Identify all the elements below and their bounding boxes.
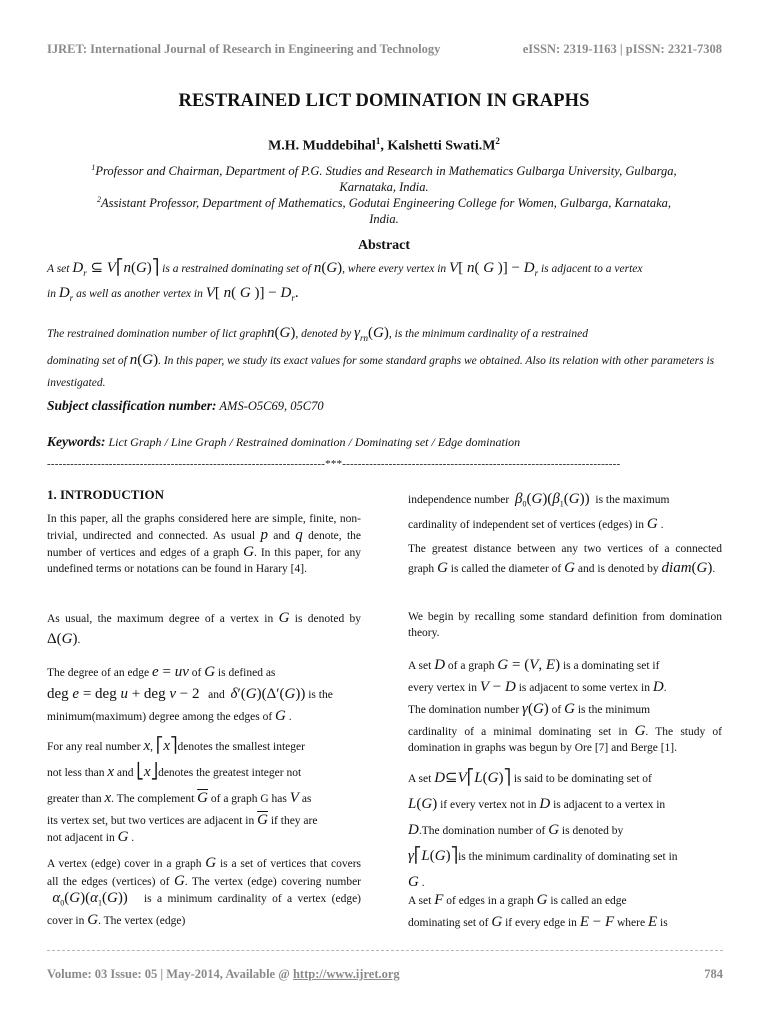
section-heading-introduction: 1. INTRODUCTION [47,487,165,502]
right-paragraph-3: We begin by recalling some standard definition from domination theory. [408,611,722,639]
journal-name: IJRET: International Journal of Research in Engineering and Technology [47,42,441,56]
author-1: M.H. Muddebihal [268,138,376,154]
running-header [47,42,722,60]
footer-volume: Volume: 03 Issue: 05 | May-2014, Available @ http://www.ijret.org [47,967,400,981]
abstract-paragraph-1: A set $D_r$ ⊆ V⎡n(G)⎤ is a restrained dominating set of n(G), where every vertex in V[ n( G )] − $D_r$ is adjacent to a vertex in $D_r$ as well as another vertex in V[ n( G )] − $D_r$. [47,260,643,303]
right-paragraph-1: independence number $\beta_0(G)(\beta_1(G))$ is the maximum cardinality of independent set of vertices (edges) in G . [408,491,670,533]
authors [0,136,768,155]
issn: eISSN: 2319-1163 | pISSN: 2321-7308 [522,42,722,56]
author-2: , Kalshetti Swati.M [380,138,496,154]
right-paragraph-4: A set D of a graph G = (V, E) is a dominating set if every vertex in V − D is adjacent to some vertex in D. The domination number γ(G) of G is the minimum cardinality of a minimal dominating set in G. The study of domination in graphs was begun by Ore [7] and Berge [1]. [408,657,723,754]
intro-paragraph-5: A vertex (edge) cover in a graph G is a set of vertices that covers all the edges (vertices) of G. The vertex (edge) covering number $\alpha_0(G)(\alpha_1(G))$ is a minimum cardinality of a vertex (edge) cover in G. The vertex (edge) [47,855,362,928]
footer [47,967,723,983]
intro-paragraph-4: For any real number x, ⎡x⎤denotes the smallest integer not less than x and ⎣x⎦denotes the greatest integer not greater than x. The complement $\overline{G}$ of a graph G has V as its vertex set, but two vertices are adjacent in $\overline{G}$ if they are not adjacent in G . [47,738,318,845]
intro-paragraph-2: As usual, the maximum degree of a vertex in G is denoted by Δ(G). [47,610,362,647]
right-paragraph-6: A set F of edges in a graph G is called an edge dominating set of G if every edge in E − F where E is [408,892,668,930]
author-2-sup: 2 [495,136,500,146]
page-number: 784 [704,967,723,981]
right-paragraph-5: A set D⊆V⎡L(G)⎤ is said to be dominating set of L(G) if every vertex not in D is adjacent to a vertex in D.The domination number of G is denoted by γ⎡L(G)⎤is the minimum cardinality of dominating set in G . [408,770,678,890]
intro-paragraph-3: The degree of an edge e = uv of G is defined as deg e = deg u + deg v − 2 and δ′(G)(Δ′(G)) is the minimum(maximum) degree among the edges of G . [47,664,333,724]
footer-divider [47,950,723,951]
abstract-paragraph-2: The restrained domination number of lict graphn(G), denoted by $\gamma_{rn}(G)$, is the minimum cardinality of a restrained dominating set of n(G). In this paper, we study its exact values for some standard graphs we obtained. Also its relation with other parameters is investigated. [47,325,715,389]
paper-title: RESTRAINED LICT DOMINATION IN GRAPHS [178,91,590,111]
intro-paragraph-1: In this paper, all the graphs considered here are simple, finite, non-trivial, undirected and connected. As usual p and q denote, the number of vertices and edges of a graph G. In this paper, for any undefined terms or notations can be found in Harary [4]. [47,513,362,575]
author-1-sup: 1 [375,136,381,146]
journal-website-link[interactable]: http://www.ijret.org [292,967,400,981]
separator-line: ------------------------------------------------------------------------***------------------------------------------------------------------------ [47,458,621,470]
affiliation-1: $^1$Professor and Chairman, Department of P.G. Studies and Research in Mathematics Gulbarga University, Gulbarga, Karnataka, India. [91,163,677,194]
affiliation-2: $^2$Assistant Professor, Department of Mathematics, Godutai Engineering College for Women, Gulbarga, Karnataka, India. [96,195,672,226]
right-paragraph-2: The greatest distance between any two vertices of a connected graph G is called the diameter of G and is denoted by diam(G). [408,543,722,576]
abstract-heading: Abstract [357,238,411,253]
subject-classification: Subject classification number: AMS-O5C69, 05C70 [47,398,324,413]
keywords: Keywords: Lict Graph / Line Graph / Restrained domination / Dominating set / Edge domination [47,434,521,449]
